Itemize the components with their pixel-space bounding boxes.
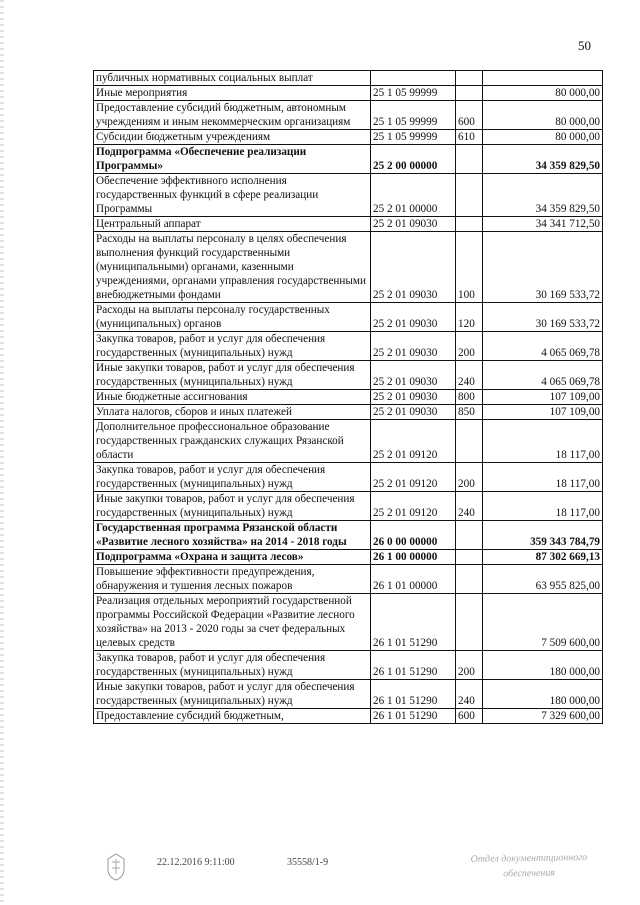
row-amount: 18 117,00 [483,463,603,492]
table-row [94,463,603,492]
table-row [94,332,603,361]
budget-table [93,70,603,724]
row-name: Предоставление субсидий бюджетным, [94,709,371,724]
row-code: 25 2 01 09120 [371,420,456,463]
row-kind: 600 [456,709,483,724]
page-number: 50 [578,38,591,53]
coat-of-arms-icon [104,852,128,882]
row-amount: 4 065 069,78 [483,332,603,361]
table-row [94,680,603,709]
row-kind [456,174,483,217]
row-name: Иные закупки товаров, работ и услуг для обеспечения государственных (муниципальных) нужд [94,492,371,521]
row-kind: 100 [456,232,483,303]
row-name: Расходы на выплаты персоналу государственных (муниципальных) органов [94,303,371,332]
row-code: 25 1 05 99999 [371,86,456,101]
row-kind: 120 [456,303,483,332]
row-amount [483,71,603,86]
table-row [94,130,603,145]
row-amount: 4 065 069,78 [483,361,603,390]
row-name: Государственная программа Рязанской области «Развитие лесного хозяйства» на 2014 - 2018 годы [94,521,371,550]
row-name: Иные закупки товаров, работ и услуг для обеспечения государственных (муниципальных) нужд [94,361,371,390]
table-row [94,86,603,101]
row-amount: 34 341 712,50 [483,217,603,232]
row-name: Обеспечение эффективного исполнения государственных функций в сфере реализации Программы [94,174,371,217]
row-kind [456,565,483,594]
table-row [94,709,603,724]
row-name: Расходы на выплаты персоналу в целях обеспечения выполнения функций государственными (муниципальными) органами, казенными учреждениями, органами управления государственными внебюджетными фондами [94,232,371,303]
row-name: Иные мероприятия [94,86,371,101]
row-amount: 80 000,00 [483,130,603,145]
row-code: 25 2 01 09030 [371,390,456,405]
budget-table-body [94,71,603,724]
row-code: 25 2 01 09030 [371,217,456,232]
row-amount: 34 359 829,50 [483,145,603,174]
binding-edge [0,0,4,905]
row-amount: 30 169 533,72 [483,232,603,303]
row-amount: 30 169 533,72 [483,303,603,332]
row-amount: 18 117,00 [483,420,603,463]
row-name: Закупка товаров, работ и услуг для обеспечения государственных (муниципальных) нужд [94,651,371,680]
row-code: 26 1 00 00000 [371,550,456,565]
row-code: 25 2 01 09030 [371,303,456,332]
table-row [94,217,603,232]
row-amount: 180 000,00 [483,680,603,709]
table-row [94,390,603,405]
row-kind [456,217,483,232]
row-kind [456,550,483,565]
table-row [94,71,603,86]
table-row [94,651,603,680]
row-kind: 200 [456,463,483,492]
row-name: публичных нормативных социальных выплат [94,71,371,86]
row-kind: 200 [456,332,483,361]
footer-document-id: 35558/1-9 [287,857,329,868]
table-row [94,405,603,420]
row-name: Закупка товаров, работ и услуг для обеспечения государственных (муниципальных) нужд [94,463,371,492]
table-row [94,174,603,217]
row-name: Уплата налогов, сборов и иных платежей [94,405,371,420]
row-code: 26 1 01 51290 [371,680,456,709]
row-amount: 87 302 669,13 [483,550,603,565]
row-amount: 34 359 829,50 [483,174,603,217]
row-kind: 850 [456,405,483,420]
row-kind: 200 [456,651,483,680]
row-amount: 80 000,00 [483,86,603,101]
row-kind: 800 [456,390,483,405]
row-amount: 7 509 600,00 [483,594,603,651]
footer-date: 22.12.2016 9:11:00 [157,857,235,868]
row-code: 26 1 01 51290 [371,709,456,724]
table-row [94,145,603,174]
row-amount: 7 329 600,00 [483,709,603,724]
row-code: 26 1 01 51290 [371,651,456,680]
row-code: 25 2 01 09030 [371,361,456,390]
row-name: Подпрограмма «Обеспечение реализации Программы» [94,145,371,174]
row-kind [456,594,483,651]
row-name: Дополнительное профессиональное образование государственных гражданских служащих Рязанской области [94,420,371,463]
row-kind: 240 [456,361,483,390]
row-amount: 359 343 784,79 [483,521,603,550]
table-row [94,492,603,521]
row-amount: 63 955 825,00 [483,565,603,594]
row-name: Субсидии бюджетным учреждениям [94,130,371,145]
row-name: Центральный аппарат [94,217,371,232]
row-name: Подпрограмма «Охрана и защита лесов» [94,550,371,565]
row-amount: 180 000,00 [483,651,603,680]
row-code: 25 2 01 09030 [371,405,456,420]
row-code: 25 2 01 09120 [371,492,456,521]
table-row [94,420,603,463]
row-kind: 240 [456,492,483,521]
row-name: Предоставление субсидий бюджетным, автономным учреждениям и иным некоммерческим организациям [94,101,371,130]
row-amount: 80 000,00 [483,101,603,130]
row-code: 26 1 01 00000 [371,565,456,594]
table-row [94,594,603,651]
row-code: 25 2 00 00000 [371,145,456,174]
row-code: 25 2 01 09030 [371,232,456,303]
row-code [371,71,456,86]
row-amount: 107 109,00 [483,405,603,420]
table-row [94,565,603,594]
table-row [94,101,603,130]
table-row [94,303,603,332]
table-row [94,232,603,303]
row-kind [456,521,483,550]
row-code: 25 1 05 99999 [371,130,456,145]
row-name: Закупка товаров, работ и услуг для обеспечения государственных (муниципальных) нужд [94,332,371,361]
row-name: Реализация отдельных мероприятий государственной программы Российской Федерации «Развитие лесного хозяйства» на 2013 - 2020 годы за счет федеральных целевых средств [94,594,371,651]
department-stamp: Отдел документационного обеспечения [470,851,588,880]
row-name: Повышение эффективности предупреждения, обнаружения и тушения лесных пожаров [94,565,371,594]
row-kind [456,420,483,463]
row-code: 25 1 05 99999 [371,101,456,130]
row-name: Иные закупки товаров, работ и услуг для обеспечения государственных (муниципальных) нужд [94,680,371,709]
row-code: 25 2 01 09120 [371,463,456,492]
table-row [94,361,603,390]
row-name: Иные бюджетные ассигнования [94,390,371,405]
row-kind [456,86,483,101]
row-kind [456,71,483,86]
row-code: 26 1 01 51290 [371,594,456,651]
row-amount: 18 117,00 [483,492,603,521]
row-kind: 240 [456,680,483,709]
row-code: 25 2 01 09030 [371,332,456,361]
row-amount: 107 109,00 [483,390,603,405]
row-kind: 600 [456,101,483,130]
row-kind [456,145,483,174]
row-code: 25 2 01 00000 [371,174,456,217]
table-row [94,521,603,550]
row-code: 26 0 00 00000 [371,521,456,550]
table-row [94,550,603,565]
row-kind: 610 [456,130,483,145]
